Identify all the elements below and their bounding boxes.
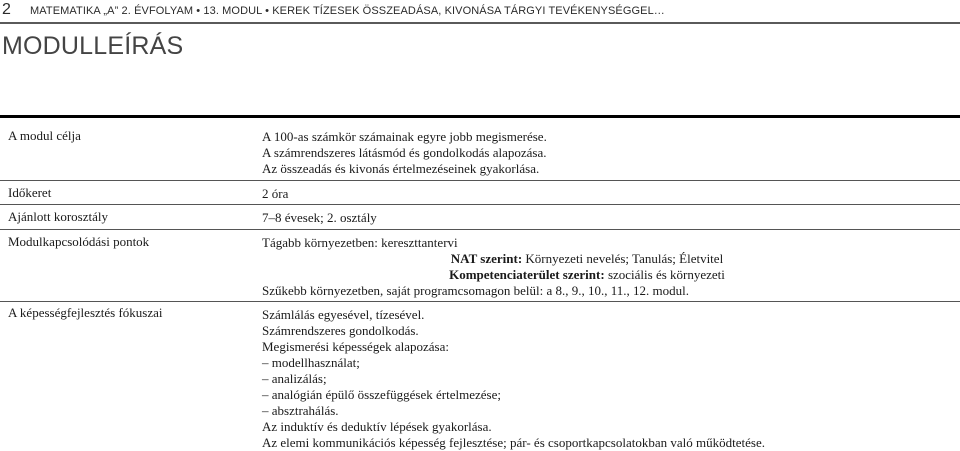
- nat-label: NAT szerint:: [450, 251, 523, 266]
- focus-list-item: – modellhasználat;: [262, 355, 360, 370]
- connection-line: Szűkebb környezetben, saját programcsomagon belül: a 8., 9., 10., 11., 12. modul.: [262, 283, 689, 298]
- row-label-kapcsolodas: Modulkapcsolódási pontok: [8, 234, 150, 249]
- row-label-fokusz: A képességfejlesztés fókuszai: [8, 305, 163, 320]
- competence-line: [262, 267, 912, 283]
- row-value-kapcsolodas: [262, 235, 912, 299]
- row-divider: [0, 301, 960, 302]
- focus-line: Az elemi kommunikációs képesség fejlesztése; pár- és csoportkapcsolatokban való működtetése.: [262, 435, 765, 450]
- competence-value: szociális és környezeti: [604, 267, 725, 282]
- row-divider: [0, 180, 960, 181]
- running-header: [0, 1, 960, 22]
- table-top-border: [0, 115, 960, 118]
- row-label-modul-celja: A modul célja: [8, 128, 81, 143]
- goal-line: Az összeadás és kivonás értelmezéseinek gyakorlása.: [262, 161, 540, 176]
- row-label-idokeret: Időkeret: [8, 185, 52, 200]
- row-label-korosztaly: Ajánlott korosztály: [8, 209, 109, 224]
- connection-line: Tágabb környezetben: kereszttantervi: [262, 235, 458, 250]
- focus-list-item: – analizálás;: [262, 371, 327, 386]
- focus-line: Számrendszeres gondolkodás.: [262, 323, 419, 338]
- goal-line: A számrendszeres látásmód és gondolkodás alapozása.: [262, 145, 547, 160]
- row-value-idokeret: 2 óra: [262, 186, 289, 201]
- row-value-fokusz: [262, 307, 765, 451]
- focus-line: Számlálás egyesével, tízesével.: [262, 307, 425, 322]
- page-number: 2: [2, 1, 11, 18]
- header-divider: [0, 22, 960, 24]
- focus-list-item: – absztrahálás.: [262, 403, 339, 418]
- running-title: MATEMATIKA „A” 2. ÉVFOLYAM • 13. MODUL • KEREK TÍZESEK ÖSSZEADÁSA, KIVONÁSA TÁRGYI TEVÉKENYSÉGGEL…: [30, 5, 665, 17]
- focus-line: Megismerési képességek alapozása:: [262, 339, 449, 354]
- focus-line: Az induktív és deduktív lépések gyakorlása.: [262, 419, 492, 434]
- row-divider: [0, 229, 960, 230]
- row-value-modul-celja: [262, 129, 547, 177]
- row-divider: [0, 204, 960, 205]
- row-value-korosztaly: 7–8 évesek; 2. osztály: [262, 210, 377, 225]
- competence-label: Kompetenciaterület szerint:: [449, 267, 605, 282]
- focus-list-item: – analógián épülő összefüggések értelmezése;: [262, 387, 501, 402]
- goal-line: A 100-as számkör számainak egyre jobb megismerése.: [262, 129, 547, 144]
- nat-value: Környezeti nevelés; Tanulás; Életvitel: [522, 251, 724, 266]
- nat-line: [262, 251, 912, 267]
- page-title: MODULLEÍRÁS: [2, 32, 184, 60]
